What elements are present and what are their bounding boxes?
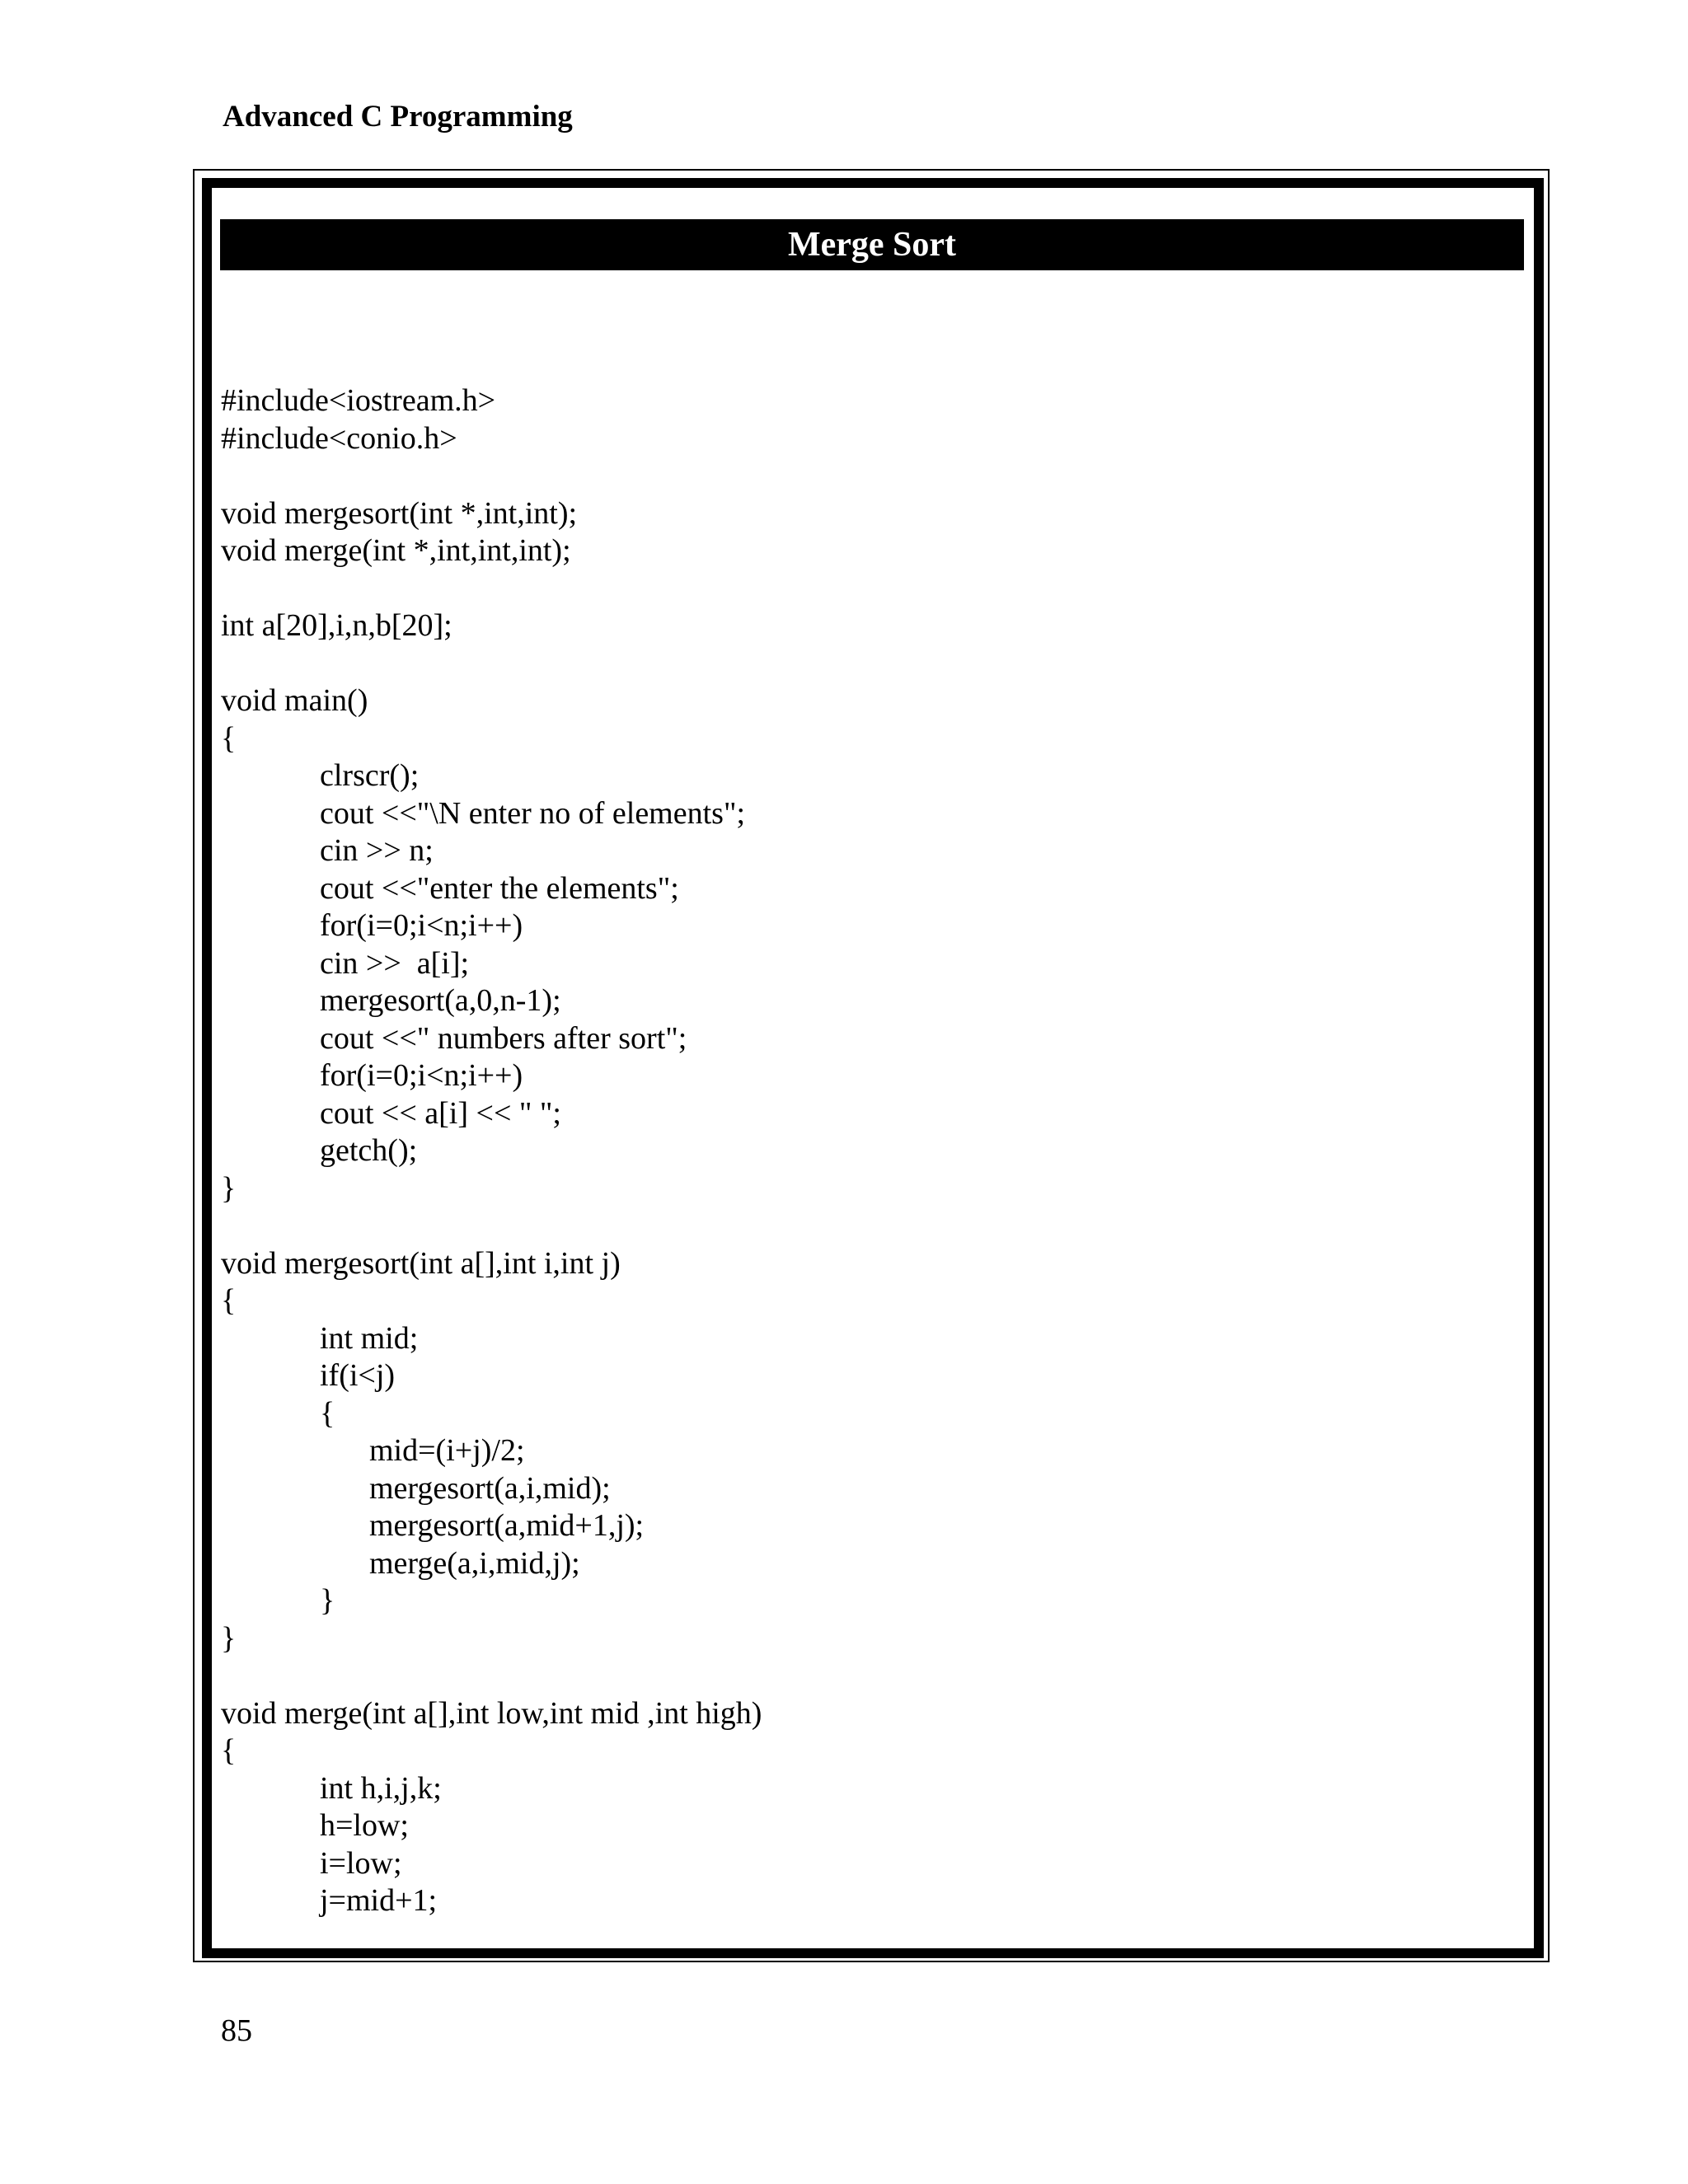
- code-line: j=mid+1;: [320, 1883, 438, 1918]
- code-listing: [221, 382, 1507, 1920]
- running-header: Advanced C Programming: [223, 100, 573, 134]
- code-line: merge(a,i,mid,j);: [369, 1545, 580, 1581]
- code-line: mergesort(a,0,n-1);: [320, 983, 561, 1018]
- code-line: cout <<"enter the elements";: [320, 870, 679, 906]
- code-line: for(i=0;i<n;i++): [320, 908, 523, 943]
- code-line: i=low;: [320, 1845, 402, 1881]
- code-line: [221, 570, 1507, 608]
- code-line: }: [221, 1620, 237, 1656]
- code-line: [221, 1207, 1507, 1245]
- code-line: {: [221, 720, 237, 756]
- code-line: [221, 457, 1507, 495]
- code-line: cin >> a[i];: [320, 945, 470, 981]
- code-line: }: [320, 1583, 335, 1618]
- code-line: h=low;: [320, 1808, 409, 1843]
- code-line: {: [221, 1283, 237, 1318]
- code-line: getch();: [320, 1133, 418, 1168]
- code-line: {: [320, 1395, 335, 1431]
- code-line: void mergesort(int *,int,int);: [221, 495, 578, 531]
- code-line: void mergesort(int a[],int i,int j): [221, 1245, 621, 1281]
- code-line: int a[20],i,n,b[20];: [221, 608, 452, 643]
- code-line: int mid;: [320, 1320, 419, 1356]
- code-line: mid=(i+j)/2;: [369, 1433, 525, 1468]
- code-line: if(i<j): [320, 1358, 396, 1393]
- code-line: void main(): [221, 683, 368, 718]
- page-number: 85: [221, 2013, 252, 2048]
- code-line: clrscr();: [320, 758, 420, 793]
- section-title-bar: Merge Sort: [220, 219, 1524, 270]
- code-line: cout << a[i] << " ";: [320, 1095, 561, 1131]
- code-line: void merge(int a[],int low,int mid ,int high): [221, 1695, 762, 1731]
- code-line: }: [221, 1170, 237, 1206]
- code-line: cout <<" numbers after sort";: [320, 1020, 687, 1056]
- code-line: #include<iostream.h>: [221, 383, 496, 418]
- code-line: mergesort(a,i,mid);: [369, 1470, 611, 1506]
- code-line: int h,i,j,k;: [320, 1770, 442, 1806]
- code-line: cin >> n;: [320, 833, 434, 868]
- code-line: {: [221, 1733, 237, 1768]
- code-line: [221, 645, 1507, 683]
- code-line: void merge(int *,int,int,int);: [221, 533, 571, 568]
- code-line: for(i=0;i<n;i++): [320, 1058, 523, 1093]
- code-line: mergesort(a,mid+1,j);: [369, 1508, 645, 1543]
- code-line: cout <<"\N enter no of elements";: [320, 795, 746, 831]
- code-line: #include<conio.h>: [221, 420, 457, 456]
- code-line: [221, 1657, 1507, 1695]
